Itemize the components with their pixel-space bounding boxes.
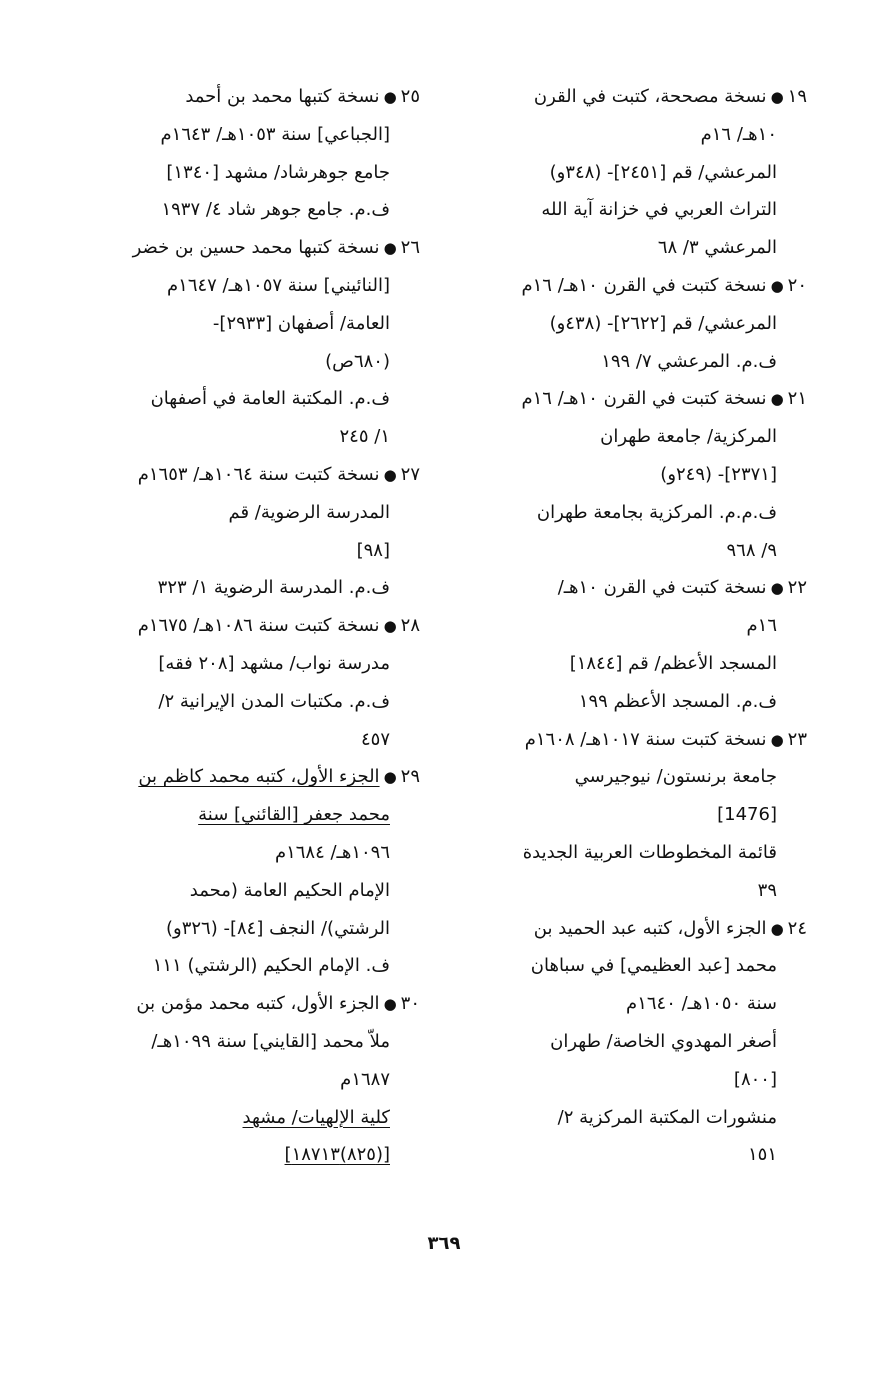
entry-line — [455, 343, 807, 381]
page-number: ٣٦٩ — [427, 1233, 461, 1254]
bullet-icon: ● — [383, 617, 397, 636]
bullet-icon: ● — [383, 88, 397, 106]
entry-number: ٢٠ — [787, 274, 807, 296]
entry-number: ٢٩ — [400, 766, 420, 788]
entry-line — [68, 721, 420, 759]
entry-line — [455, 456, 807, 494]
entry-text: ملاّ محمد [القايني] سنة ١٠٩٩هـ/ — [151, 1030, 390, 1052]
entry-line — [455, 418, 807, 456]
entry-first-line — [68, 607, 420, 645]
entry-text: المرعشي ٣/ ٦٨ — [657, 237, 777, 259]
entry-text: جامعة برنستون/ نيوجيرسي — [574, 766, 777, 788]
bullet-icon: ● — [770, 88, 784, 106]
entry-number: ٢١ — [787, 388, 807, 410]
catalog-entry — [68, 78, 420, 229]
entry-text: ف.م. مكتبات المدن الإيرانية ٢/ — [158, 690, 390, 712]
catalog-entry — [455, 910, 807, 1175]
entry-text: المسجد الأعظم/ قم [١٨٤٤] — [569, 652, 777, 674]
entry-line — [68, 1136, 420, 1174]
entry-text: المرعشي/ قم [٢٦٢٢]- (٤٣٨و) — [549, 312, 777, 334]
entry-line — [68, 796, 420, 834]
catalog-entry — [68, 985, 420, 1174]
entry-text: ف. الإمام الحكيم (الرشتي) ١١١ — [152, 955, 390, 977]
entry-text: [النائيني] سنة ١٠٥٧هـ/ ١٦٤٧م — [167, 274, 390, 296]
entry-text: ف.م. المرعشي ٧/ ١٩٩ — [601, 350, 777, 372]
entry-line — [455, 796, 807, 834]
entry-text: الجزء الأول، كتبه عبد الحميد بن — [533, 917, 767, 939]
entry-first-line — [68, 985, 420, 1023]
entry-number: ٢٨ — [400, 615, 420, 637]
entry-line — [68, 380, 420, 418]
entry-first-line — [455, 721, 807, 759]
entry-line — [455, 947, 807, 985]
entry-line — [68, 1023, 420, 1061]
entry-text: (٦٨٠ص) — [325, 350, 390, 372]
entry-first-line — [455, 910, 807, 948]
catalog-entry — [68, 758, 420, 985]
entry-text: [الجباعي] سنة ١٠٥٣هـ/ ١٦٤٣م — [160, 123, 390, 145]
entry-text: [(٨٢٥)١٨٧١٣] — [284, 1144, 390, 1166]
entry-text: مدرسة نواب/ مشهد [٢٠٨ فقه] — [158, 652, 390, 674]
entry-line — [68, 343, 420, 381]
entry-line — [68, 1099, 420, 1137]
entry-line — [455, 1023, 807, 1061]
bullet-icon: ● — [770, 276, 784, 295]
entry-text: نسخة كتبها محمد حسين بن خضر — [132, 237, 380, 259]
entry-line — [455, 834, 807, 872]
entry-text: الجزء الأول، كتبه محمد كاظم بن — [138, 766, 380, 788]
catalog-entry — [68, 229, 420, 456]
entry-line — [455, 985, 807, 1023]
entry-line — [455, 872, 807, 910]
entry-line — [455, 532, 807, 570]
entry-text: ١٦٨٧م — [340, 1068, 390, 1090]
entry-text: [٨٠٠] — [733, 1068, 777, 1090]
entry-text: محمد [عبد العظيمي] في سباهان — [530, 955, 777, 977]
entry-first-line — [455, 569, 807, 607]
entry-text: أصغر المهدوي الخاصة/ طهران — [550, 1030, 777, 1052]
entry-number: ٢٧ — [400, 463, 420, 485]
entry-text: الإمام الحكيم العامة (محمد — [189, 879, 390, 901]
entry-first-line — [68, 456, 420, 494]
entry-first-line — [68, 229, 420, 267]
entry-text: ١٥١ — [747, 1144, 777, 1166]
entry-first-line — [68, 78, 420, 116]
entry-line — [68, 305, 420, 343]
entry-line — [455, 1136, 807, 1174]
catalog-entry — [68, 456, 420, 607]
bullet-icon: ● — [770, 579, 784, 598]
entry-text: ١٠٩٦هـ/ ١٦٨٤م — [274, 841, 390, 863]
bullet-icon: ● — [770, 919, 784, 938]
entry-text: ف.م. جامع جوهر شاد ٤/ ١٩٣٧ — [161, 199, 390, 221]
entry-text: نسخة كتبت في القرن ١٠هـ/ ١٦م — [521, 274, 767, 296]
catalog-entry — [68, 607, 420, 758]
bullet-icon: ● — [770, 390, 784, 409]
entry-line — [68, 267, 420, 305]
entry-line — [68, 683, 420, 721]
entry-number: ٢٤ — [787, 917, 807, 939]
bullet-icon: ● — [383, 768, 397, 787]
entry-text: ١٠هـ/ ١٦م — [700, 123, 777, 145]
entry-text: نسخة كتبت سنة ١٠١٧هـ/ ١٦٠٨م — [524, 728, 767, 750]
entry-text: نسخة كتبت في القرن ١٠هـ/ ١٦م — [521, 388, 767, 410]
entry-line — [68, 418, 420, 456]
catalog-entry — [455, 78, 807, 267]
entry-text: المدرسة الرضوية/ قم — [228, 501, 390, 523]
entry-line — [455, 645, 807, 683]
entry-line — [455, 607, 807, 645]
entry-text: كلية الإلهيات/ مشهد — [242, 1106, 390, 1128]
entry-line — [455, 494, 807, 532]
entry-text: الرشتي)/ النجف [٨٤]- (٣٢٦و) — [166, 917, 390, 939]
entry-text: التراث العربي في خزانة آية الله — [541, 199, 777, 221]
entry-line — [455, 116, 807, 154]
entry-number: ٢٣ — [787, 728, 807, 750]
entry-line — [68, 532, 420, 570]
entry-text: نسخة كتبها محمد بن أحمد — [185, 86, 380, 107]
entry-text: ٩/ ٩٦٨ — [726, 539, 777, 561]
entry-text: ١٦م — [746, 615, 777, 637]
entry-text: [1476] — [717, 804, 777, 826]
entry-text: ف.م.م. المركزية بجامعة طهران — [536, 501, 777, 523]
entry-text: المركزية/ جامعة طهران — [600, 426, 777, 448]
bullet-icon: ● — [383, 465, 397, 484]
catalog-entry — [455, 267, 807, 380]
entry-line — [455, 758, 807, 796]
left-column — [68, 78, 420, 1174]
entry-line — [68, 494, 420, 532]
entry-line — [455, 229, 807, 267]
bullet-icon: ● — [770, 730, 784, 749]
entry-text: ٤٥٧ — [360, 728, 390, 750]
entry-text: نسخة كتبت سنة ١٠٨٦هـ/ ١٦٧٥م — [137, 615, 380, 637]
entry-number: ٢٢ — [787, 577, 807, 599]
entry-line — [455, 683, 807, 721]
entry-text: قائمة المخطوطات العربية الجديدة — [522, 841, 777, 863]
entry-line — [68, 947, 420, 985]
entry-text: ف.م. المدرسة الرضوية ١/ ٣٢٣ — [157, 577, 390, 599]
entry-line — [68, 645, 420, 683]
entry-line — [68, 910, 420, 948]
entry-number: ١٩ — [787, 86, 807, 107]
catalog-entry — [455, 721, 807, 910]
entry-text: ٣٩ — [757, 879, 777, 901]
entry-number: ٢٦ — [400, 237, 420, 259]
entry-text: جامع جوهرشاد/ مشهد [١٣٤٠] — [166, 161, 390, 183]
entry-text: سنة ١٠٥٠هـ/ ١٦٤٠م — [626, 993, 777, 1015]
entry-line — [455, 154, 807, 192]
entry-text: منشورات المكتبة المركزية ٢/ — [557, 1106, 777, 1128]
bullet-icon: ● — [383, 995, 397, 1014]
entry-line — [68, 191, 420, 229]
entry-line — [68, 569, 420, 607]
entry-number: ٣٠ — [400, 993, 420, 1015]
entry-line — [455, 1061, 807, 1099]
entry-text: [٢٣٧١]- (٢٤٩و) — [660, 463, 777, 485]
entry-text: نسخة مصححة، كتبت في القرن — [533, 86, 767, 107]
entry-line — [455, 191, 807, 229]
entry-number: ٢٥ — [400, 86, 420, 107]
entry-line — [68, 154, 420, 192]
entry-text: ف.م. المكتبة العامة في أصفهان — [150, 388, 390, 410]
entry-line — [68, 116, 420, 154]
entry-line — [455, 1099, 807, 1137]
entry-text: ١/ ٢٤٥ — [339, 426, 390, 448]
catalog-entry — [455, 380, 807, 569]
entry-first-line — [455, 267, 807, 305]
entry-text: محمد جعفر [القائني] سنة — [198, 804, 390, 826]
entry-text: المرعشي/ قم [٢٤٥١]- (٣٤٨و) — [549, 161, 777, 183]
entry-line — [68, 834, 420, 872]
right-column — [455, 78, 807, 1174]
entry-text: الجزء الأول، كتبه محمد مؤمن بن — [136, 993, 380, 1015]
entry-first-line — [68, 758, 420, 796]
entry-line — [455, 305, 807, 343]
entry-text: العامة/ أصفهان [٢٩٣٣]- — [212, 312, 390, 334]
entry-first-line — [455, 380, 807, 418]
bullet-icon: ● — [383, 239, 397, 258]
entry-text: [٩٨] — [356, 539, 390, 561]
entry-text: نسخة كتبت سنة ١٠٦٤هـ/ ١٦٥٣م — [137, 463, 380, 485]
entry-line — [68, 1061, 420, 1099]
entry-first-line — [455, 78, 807, 116]
catalog-entry — [455, 569, 807, 720]
entry-text: ف.م. المسجد الأعظم ١٩٩ — [578, 690, 777, 712]
entry-line — [68, 872, 420, 910]
entry-text: نسخة كتبت في القرن ١٠هـ/ — [557, 577, 767, 599]
